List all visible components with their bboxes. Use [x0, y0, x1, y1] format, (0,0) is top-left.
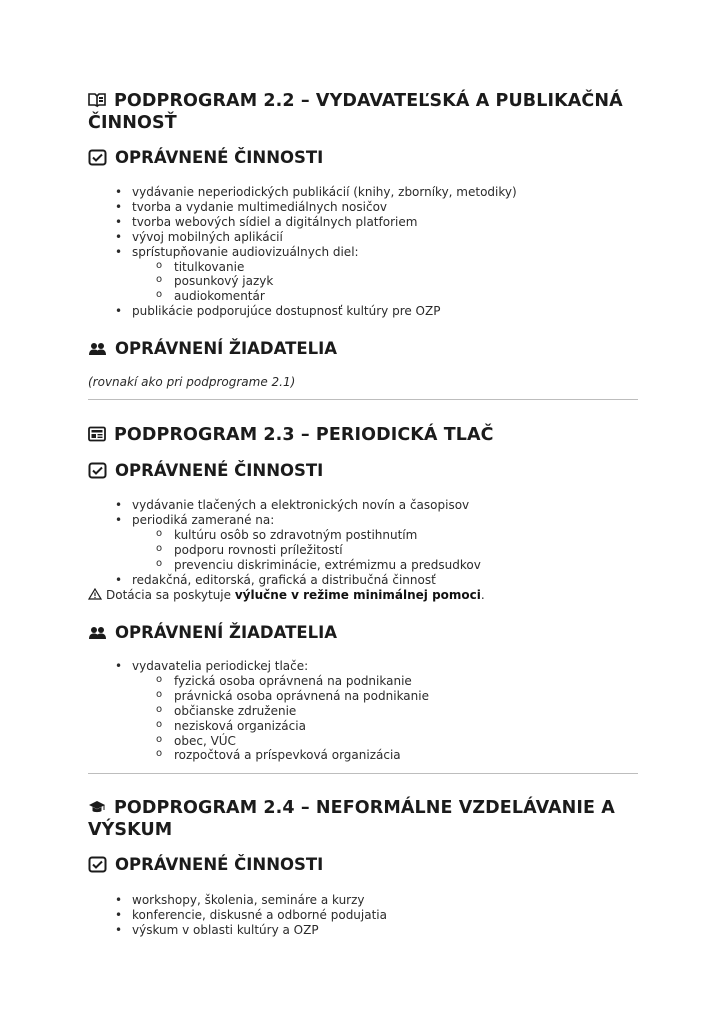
list-item: • periodiká zamerané na:: [88, 513, 481, 528]
people-icon: [88, 340, 107, 357]
list-item: • vydavatelia periodickej tlače:: [88, 659, 429, 674]
list-item: • konferencie, diskusné a odborné podujatia: [88, 908, 387, 923]
list-item: • vydávanie neperiodických publikácií (knihy, zborníky, metodiky): [88, 185, 517, 200]
checkbox-icon: [88, 462, 107, 479]
section-2-2-applicants-heading: OPRÁVNENÍ ŽIADATELIA: [88, 339, 648, 359]
section-2-3-applicants-list: [88, 659, 429, 763]
sub-list-item: o občianske združenie: [88, 704, 429, 719]
sub-list-item: o posunkový jazyk: [88, 274, 517, 289]
sub-list-item: o kultúru osôb so zdravotným postihnutím: [88, 528, 481, 543]
list-item: • tvorba webových sídiel a digitálnych platforiem: [88, 215, 517, 230]
divider: [88, 399, 638, 400]
list-item: • tvorba a vydanie multimediálnych nosičov: [88, 200, 517, 215]
checkbox-icon: [88, 149, 107, 166]
list-item: • workshopy, školenia, semináre a kurzy: [88, 893, 387, 908]
sub-list-item: o podporu rovnosti príležitostí: [88, 543, 481, 558]
section-2-3-activities-list: [88, 498, 481, 587]
sub-list-item: o právnická osoba oprávnená na podnikanie: [88, 689, 429, 704]
section-2-4-activities-heading: OPRÁVNENÉ ČINNOSTI: [88, 855, 648, 875]
sub-list-item: o audiokomentár: [88, 289, 517, 304]
sub-list-item: o nezisková organizácia: [88, 719, 429, 734]
sub-list-item: o obec, VÚC: [88, 734, 429, 749]
list-item: • vývoj mobilných aplikácií: [88, 230, 517, 245]
newspaper-icon: [88, 426, 106, 442]
sub-list-item: o rozpočtová a príspevková organizácia: [88, 748, 429, 763]
list-item: • výskum v oblasti kultúry a OZP: [88, 923, 387, 938]
section-2-4-title: PODPROGRAM 2.4 – NEFORMÁLNE VZDELÁVANIE A VÝSKUM: [88, 798, 615, 840]
section-2-2-activities-heading: OPRÁVNENÉ ČINNOSTI: [88, 148, 648, 168]
section-2-2-applicants-note: (rovnakí ako pri podprograme 2.1): [88, 375, 296, 389]
book-icon: [88, 92, 106, 108]
minimal-aid-warning: Dotácia sa poskytuje výlučne v režime minimálnej pomoci.: [88, 588, 485, 602]
section-2-4-activities-list: [88, 893, 387, 938]
sub-list-item: o prevenciu diskriminácie, extrémizmu a predsudkov: [88, 558, 481, 573]
section-2-2-title: PODPROGRAM 2.2 – VYDAVATEĽSKÁ A PUBLIKAČNÁ ČINNOSŤ: [88, 91, 623, 133]
sub-list-item: o fyzická osoba oprávnená na podnikanie: [88, 674, 429, 689]
checkbox-icon: [88, 856, 107, 873]
list-item: • sprístupňovanie audiovizuálnych diel:: [88, 245, 517, 260]
sub-list-item: o titulkovanie: [88, 260, 517, 275]
section-2-3-title: PODPROGRAM 2.3 – PERIODICKÁ TLAČ: [88, 424, 648, 446]
graduation-cap-icon: [88, 799, 106, 815]
list-item: • vydávanie tlačených a elektronických novín a časopisov: [88, 498, 481, 513]
people-icon: [88, 624, 107, 641]
list-item: • redakčná, editorská, grafická a distribučná činnosť: [88, 573, 481, 588]
section-2-2-activities-list: [88, 185, 517, 319]
section-2-3-applicants-heading: OPRÁVNENÍ ŽIADATELIA: [88, 623, 648, 643]
divider: [88, 773, 638, 774]
section-2-3-activities-heading: OPRÁVNENÉ ČINNOSTI: [88, 461, 648, 481]
warning-icon: [88, 588, 102, 600]
list-item: • publikácie podporujúce dostupnosť kultúry pre OZP: [88, 304, 517, 319]
